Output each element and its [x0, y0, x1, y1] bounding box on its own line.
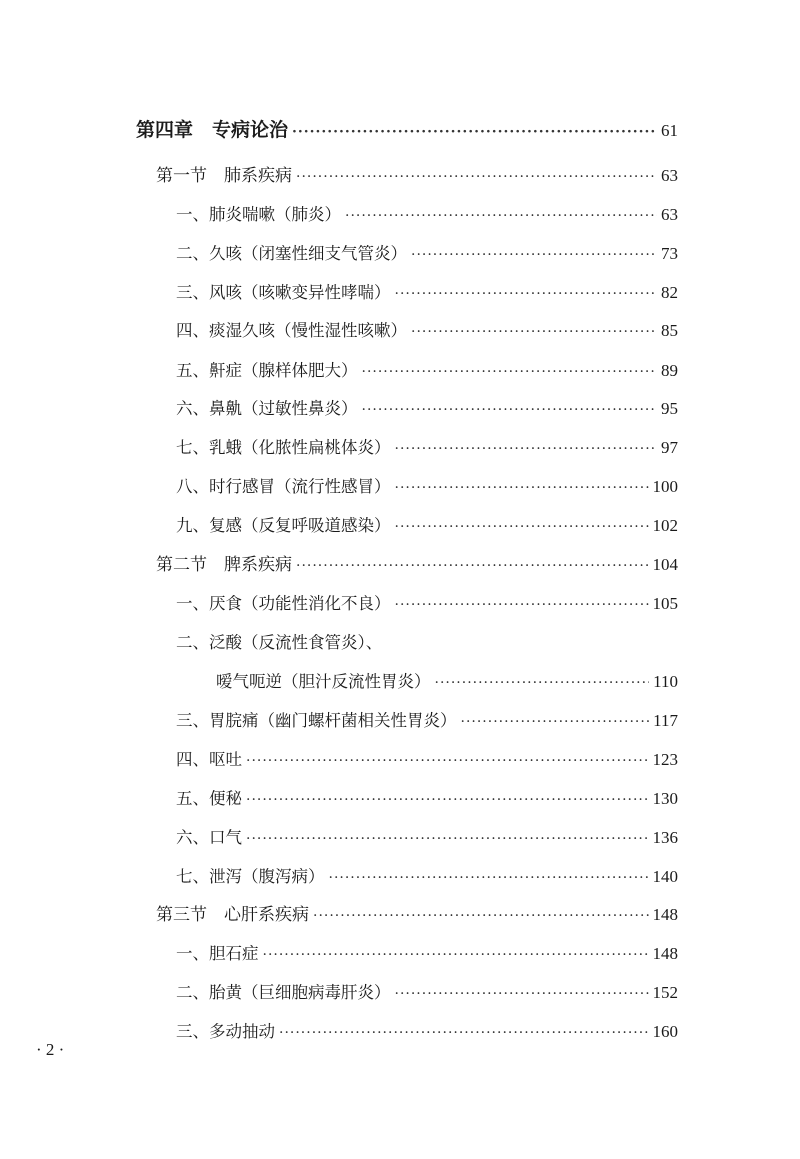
dot-leader: [395, 434, 658, 464]
toc-entry-page: 61: [661, 121, 678, 140]
page-number: · 2 ·: [36, 1040, 65, 1059]
toc-entry-cont[interactable]: [216, 667, 678, 697]
toc-entry-item[interactable]: [176, 433, 678, 463]
toc-entry-item[interactable]: [176, 1017, 678, 1047]
toc-entry-item[interactable]: [176, 939, 678, 969]
toc-entry-title: 五、鼾症（腺样体肥大）: [176, 361, 358, 380]
dot-leader: [263, 940, 649, 970]
toc-entry-title: 四、痰湿久咳（慢性湿性咳嗽）: [176, 321, 407, 340]
toc-entry-item[interactable]: [176, 278, 678, 308]
dot-leader: [292, 117, 657, 147]
toc-entry-page: 89: [661, 361, 678, 380]
toc-entry-page: 148: [652, 905, 678, 924]
toc-entry-page: 140: [652, 867, 678, 886]
toc-entry-page: 117: [653, 711, 678, 730]
dot-leader: [395, 473, 649, 503]
toc-entry-title: 二、胎黄（巨细胞病毒肝炎）: [176, 983, 391, 1002]
toc-entry-item[interactable]: [176, 862, 678, 892]
toc-entry-page: 102: [652, 516, 678, 535]
toc-entry-title: 七、乳蛾（化脓性扁桃体炎）: [176, 438, 391, 457]
toc-entry-title: 九、复感（反复呼吸道感染）: [176, 516, 391, 535]
toc-entry-section[interactable]: [156, 161, 678, 191]
toc-entry-page: 95: [661, 399, 678, 418]
toc-entry-item[interactable]: [176, 239, 678, 269]
toc-entry-page: 123: [652, 750, 678, 769]
toc-entry-page: 148: [652, 944, 678, 963]
toc-entry-item[interactable]: [176, 589, 678, 619]
toc-entry-title: 一、胆石症: [176, 944, 259, 963]
toc-entry-page: 130: [652, 789, 678, 808]
dot-leader: [395, 512, 649, 542]
toc-entry-item[interactable]: [176, 394, 678, 424]
toc-entry-title: 八、时行感冒（流行性感冒）: [176, 477, 391, 496]
dot-leader: [246, 785, 649, 815]
toc-entry-title: 二、久咳（闭塞性细支气管炎）: [176, 244, 407, 263]
dot-leader: [395, 279, 658, 309]
toc-entry-title: 四、呕吐: [176, 750, 242, 769]
toc-entry-section[interactable]: [156, 550, 678, 580]
toc-entry-item[interactable]: [176, 472, 678, 502]
dot-leader: [362, 357, 658, 387]
toc-entry-title: 一、肺炎喘嗽（肺炎）: [176, 205, 341, 224]
toc-entry-item[interactable]: [176, 316, 678, 346]
toc-entry-page: 110: [653, 672, 678, 691]
toc-entry-page: 100: [652, 477, 678, 496]
toc-entry-item[interactable]: [176, 200, 678, 230]
toc-entry-title: 五、便秘: [176, 789, 242, 808]
toc-entry-page: 136: [652, 828, 678, 847]
toc-entry-item[interactable]: [176, 356, 678, 386]
toc-entry-title: 第三节 心肝系疾病: [156, 905, 309, 925]
toc-entry-title: 三、多动抽动: [176, 1022, 275, 1041]
dot-leader: [296, 551, 649, 581]
dot-leader: [246, 746, 649, 776]
toc-entry-item[interactable]: [176, 978, 678, 1008]
dot-leader: [246, 824, 649, 854]
dot-leader: [395, 590, 649, 620]
toc-entry-page: 105: [652, 594, 678, 613]
toc-entry-item[interactable]: [176, 745, 678, 775]
dot-leader: [411, 240, 657, 270]
dot-leader: [296, 162, 657, 192]
dot-leader: [279, 1018, 649, 1048]
dot-leader: [461, 707, 650, 737]
toc-entry-item[interactable]: [176, 823, 678, 853]
toc-entry-title: 第四章 专病论治: [136, 119, 289, 141]
dot-leader: [345, 201, 657, 231]
toc-entry-title: 第二节 脾系疾病: [156, 555, 292, 575]
dot-leader: [411, 317, 657, 347]
toc-entry-item[interactable]: [176, 511, 678, 541]
toc-entry-title: 三、风咳（咳嗽变异性哮喘）: [176, 283, 391, 302]
dot-leader: [395, 979, 649, 1009]
toc-entry-page: 97: [661, 438, 678, 457]
toc-entry-page: 63: [661, 205, 678, 224]
toc-entry-chapter[interactable]: [136, 115, 678, 145]
dot-leader: [435, 668, 650, 698]
toc-entry-title: 三、胃脘痛（幽门螺杆菌相关性胃炎）: [176, 711, 457, 730]
toc-entry-item[interactable]: [176, 784, 678, 814]
dot-leader: [313, 901, 649, 931]
toc-entry-page: 63: [661, 166, 678, 185]
toc-entry-item[interactable]: [176, 706, 678, 736]
toc-entry-title: 嗳气呃逆（胆汁反流性胃炎）: [216, 672, 431, 691]
toc-entry-title: 六、口气: [176, 828, 242, 847]
toc-entry-title: 七、泄泻（腹泻病）: [176, 867, 325, 886]
toc-entry-page: 82: [661, 283, 678, 302]
toc-entry-item[interactable]: [176, 628, 678, 658]
toc-entry-title: 六、鼻鼽（过敏性鼻炎）: [176, 399, 358, 418]
toc-entry-title: 第一节 肺系疾病: [156, 166, 292, 186]
toc-entry-page: 160: [652, 1022, 678, 1041]
dot-leader: [329, 863, 649, 893]
toc-entry-title: 二、泛酸（反流性食管炎）、: [176, 633, 383, 652]
toc-entry-title: 一、厌食（功能性消化不良）: [176, 594, 391, 613]
toc-entry-page: 85: [661, 321, 678, 340]
dot-leader: [362, 395, 658, 425]
toc-entry-section[interactable]: [156, 900, 678, 930]
toc-entry-page: 104: [652, 555, 678, 574]
toc-entry-page: 73: [661, 244, 678, 263]
toc-entry-page: 152: [652, 983, 678, 1002]
